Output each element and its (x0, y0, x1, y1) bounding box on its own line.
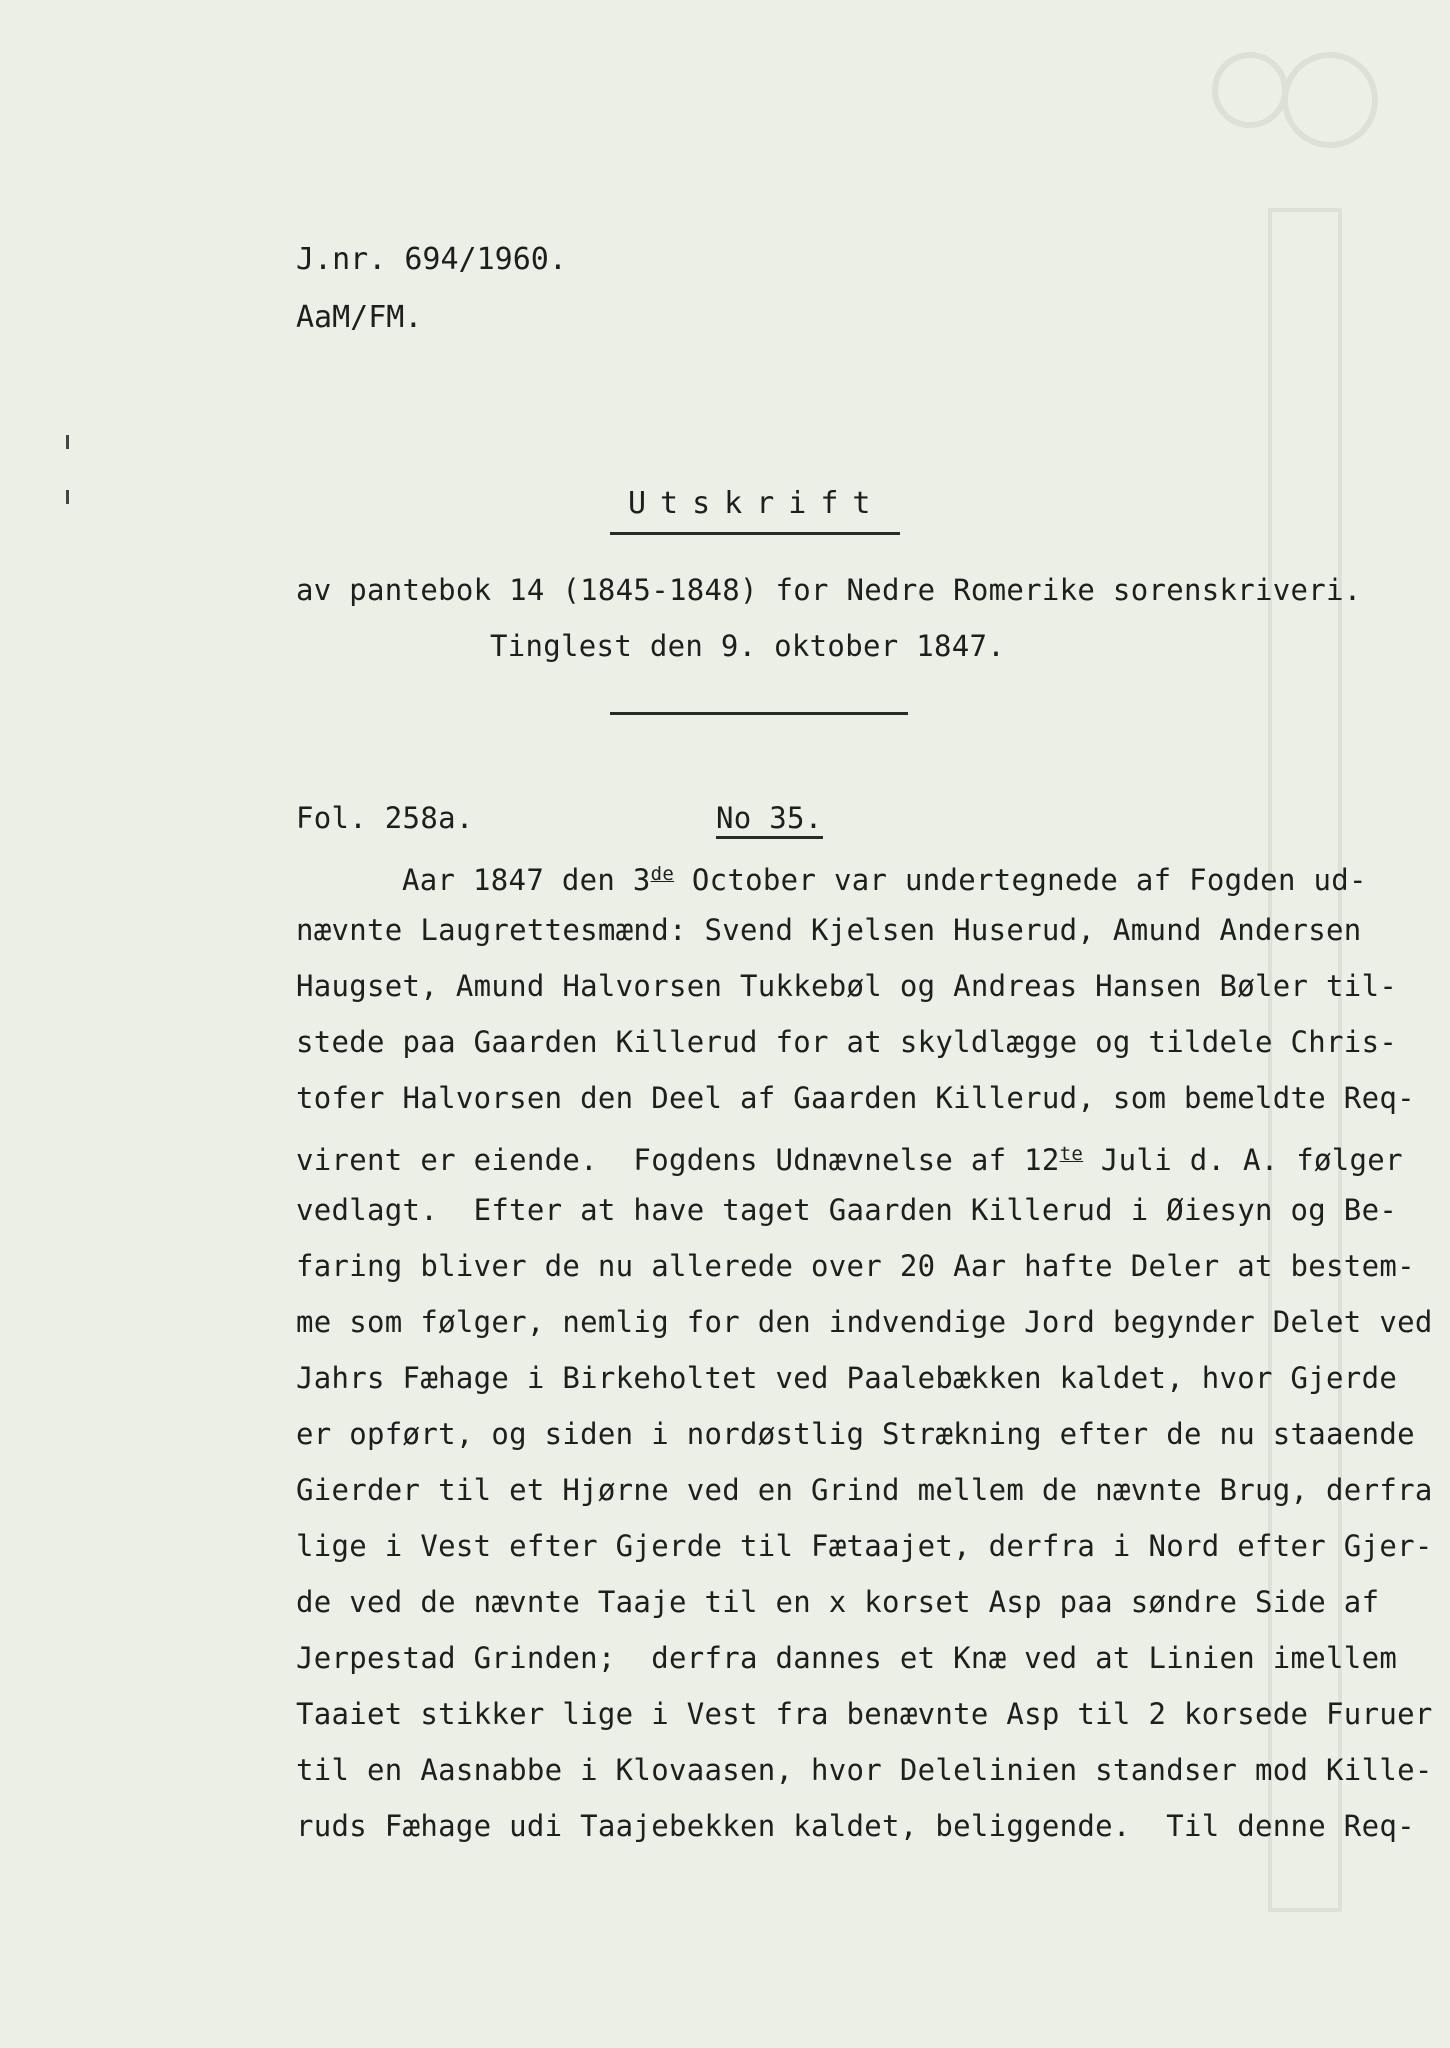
body-line-12: Gierder til et Hjørne ved en Grind mellem de nævnte Brug, derfra (296, 1473, 1433, 1507)
body-line-17: til en Aasnabbe i Klovaasen, hvor Delelinien standser mod Kille- (296, 1753, 1433, 1787)
margin-mark (66, 435, 69, 449)
ordinal-superscript: de (650, 863, 675, 885)
body-line-5: tofer Halvorsen den Deel af Gaarden Killerud, som bemeldte Req- (296, 1081, 1415, 1115)
body-line-8: faring bliver de nu allerede over 20 Aar hafte Deler at bestem- (296, 1249, 1415, 1283)
body-line-16: Taaiet stikker lige i Vest fra benævnte Asp til 2 korsede Furuer (296, 1697, 1433, 1731)
body-line-10: Jahrs Fæhage i Birkeholtet ved Paalebækken kaldet, hvor Gjerde (296, 1361, 1398, 1395)
body-line-18: ruds Fæhage udi Taajebekken kaldet, beliggende. Til denne Req- (296, 1809, 1415, 1843)
body-line-4: stede paa Gaarden Killerud for at skyldlægge og tildele Chris- (296, 1025, 1398, 1059)
ordinal-superscript: te (1059, 1143, 1084, 1165)
body-line-1-end: October var undertegnede af Fogden ud- (674, 863, 1367, 897)
entry-number (716, 800, 823, 836)
body-line-14: de ved de nævnte Taaje til en x korset Asp paa søndre Side af (296, 1585, 1380, 1619)
title-underline (610, 532, 900, 535)
body-line-6 (296, 1136, 1403, 1178)
body-line-13: lige i Vest efter Gjerde til Fætaajet, derfra i Nord efter Gjer- (296, 1529, 1433, 1563)
journal-number: J.nr. 694/1960. (296, 242, 567, 277)
body-line-3: Haugset, Amund Halvorsen Tukkebøl og Andreas Hansen Bøler til- (296, 969, 1398, 1003)
document-title: Utskrift (628, 486, 885, 521)
entry-number-text: No 35. (716, 801, 823, 839)
section-divider (610, 712, 908, 715)
subtitle-line-2: Tinglest den 9. oktober 1847. (490, 629, 1006, 663)
body-line-11: er opført, og siden i nordøstlig Strækning efter de nu staaende (296, 1417, 1415, 1451)
body-line-7: vedlagt. Efter at have taget Gaarden Killerud i Øiesyn og Be- (296, 1193, 1398, 1227)
subtitle-line-1: av pantebok 14 (1845-1848) for Nedre Romerike sorenskriveri. (296, 573, 1362, 607)
margin-mark (66, 490, 69, 504)
body-line-15: Jerpestad Grinden; derfra dannes et Knæ ved at Linien imellem (296, 1641, 1398, 1675)
body-line-6-end: Juli d. A. følger (1083, 1143, 1403, 1177)
folio-reference: Fol. 258a. (296, 801, 474, 835)
initials: AaM/FM. (296, 300, 423, 335)
body-line-1-start: Aar 1847 den 3 (402, 863, 651, 897)
body-line-6-start: virent er eiende. Fogdens Udnævnelse af 12 (296, 1143, 1060, 1177)
body-line-1 (402, 856, 1367, 898)
body-line-9: me som følger, nemlig for den indvendige Jord begynder Delet ved (296, 1305, 1433, 1339)
body-line-2: nævnte Laugrettesmænd: Svend Kjelsen Huserud, Amund Andersen (296, 913, 1362, 947)
